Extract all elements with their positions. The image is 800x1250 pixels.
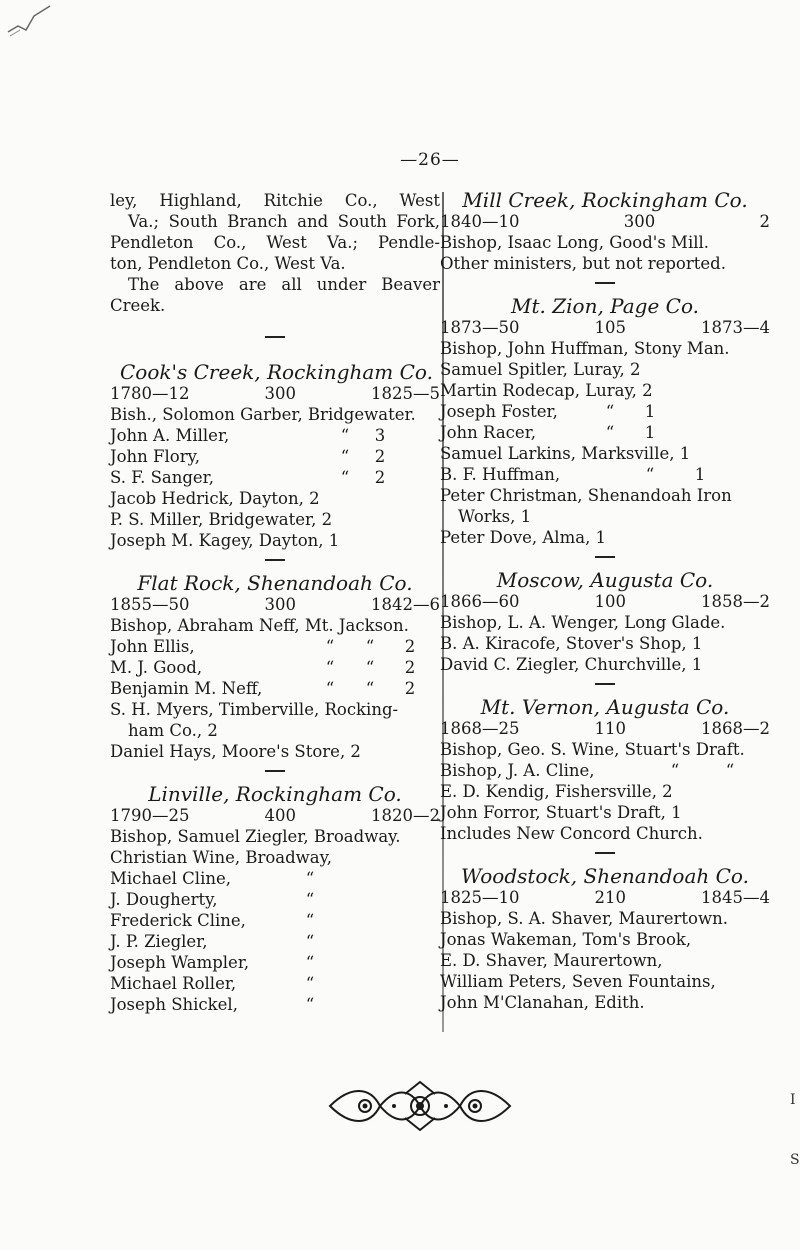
minister-line: Works, 1 — [458, 507, 532, 526]
text-line: ley, Highland, Ritchie Co., West — [110, 191, 440, 210]
minister-row — [110, 889, 440, 910]
text-line: Includes New Concord Church. — [440, 824, 703, 843]
section-heading: Flat Rock, Shenandoah Co. — [137, 571, 413, 595]
bishop-line: Bishop, Isaac Long, Good's Mill. — [440, 233, 710, 252]
pencil-corner-mark-icon — [6, 2, 52, 38]
minister-name: John Ellis, — [110, 637, 195, 656]
minister-row — [110, 910, 440, 931]
minister-number: 2 — [404, 658, 416, 677]
section-stats — [440, 211, 770, 232]
edge-mark: I — [790, 1092, 796, 1108]
minister-row — [110, 446, 440, 467]
minister-line: John M'Clanahan, Edith. — [440, 993, 645, 1012]
minister-number: 3 — [374, 426, 386, 445]
minister-line: David C. Ziegler, Churchville, 1 — [440, 655, 703, 674]
ditto-mark: “ — [305, 890, 315, 909]
ditto-mark: “ — [305, 911, 315, 930]
ditto-mark: “ — [305, 974, 315, 993]
minister-name: Joseph Wampler, — [110, 953, 250, 972]
minister-name: Benjamin M. Neff, — [110, 679, 263, 698]
left-column — [110, 190, 440, 1015]
section-heading: Cook's Creek, Rockingham Co. — [120, 360, 433, 384]
minister-name: Joseph Foster, — [440, 402, 558, 421]
page-edge-marks — [790, 1090, 798, 1220]
stat-organized: 1855—50 — [110, 595, 190, 614]
ditto-mark: “ — [670, 761, 680, 780]
section-stats — [440, 591, 770, 612]
minister-row — [110, 931, 440, 952]
minister-row — [110, 868, 440, 889]
stat-house: 2 — [759, 212, 770, 231]
minister-name: B. F. Huffman, — [440, 465, 561, 484]
stat-house: 1868—2 — [701, 719, 770, 738]
bishop-line: Bishop, John Huffman, Stony Man. — [440, 339, 730, 358]
section-stats — [110, 805, 440, 826]
section-stats — [440, 317, 770, 338]
stat-house: 1845—4 — [701, 888, 770, 907]
minister-name: Michael Cline, — [110, 869, 231, 888]
section-separator — [440, 844, 770, 860]
bishop-line: Bishop, Samuel Ziegler, Broadway. — [110, 827, 401, 846]
stat-house: 1842—6 — [371, 595, 440, 614]
stat-organized: 1790—25 — [110, 806, 190, 825]
minister-line: Jonas Wakeman, Tom's Brook, — [440, 930, 692, 949]
minister-name: Bishop, J. A. Cline, — [440, 761, 595, 780]
text-line: ton, Pendleton Co., West Va. — [110, 254, 346, 273]
minister-name: Frederick Cline, — [110, 911, 246, 930]
stat-house: 1820—2 — [371, 806, 440, 825]
minister-name: John Flory, — [110, 447, 200, 466]
section-separator — [440, 548, 770, 564]
minister-name: J. P. Ziegler, — [110, 932, 208, 951]
ditto-mark: “ — [340, 468, 350, 487]
minister-row — [110, 636, 440, 657]
text-line: The above are all under Beaver — [128, 275, 440, 294]
minister-number: 2 — [374, 468, 386, 487]
minister-name: S. F. Sanger, — [110, 468, 214, 487]
text-line: Other ministers, but not reported. — [440, 254, 726, 273]
minister-row — [440, 401, 770, 422]
bishop-line: Bishop, Geo. S. Wine, Stuart's Draft. — [440, 740, 745, 759]
ditto-mark: “ — [725, 761, 735, 780]
minister-line: Christian Wine, Broadway, — [110, 848, 333, 867]
minister-line: Martin Rodecap, Luray, 2 — [440, 381, 653, 400]
minister-name: M. J. Good, — [110, 658, 203, 677]
section-separator — [110, 762, 440, 778]
minister-line: John Forror, Stuart's Draft, 1 — [440, 803, 682, 822]
minister-row — [110, 657, 440, 678]
ditto-mark: “ — [645, 465, 655, 484]
stat-members: 210 — [594, 888, 626, 907]
stat-organized: 1866—60 — [440, 592, 520, 611]
minister-row — [110, 425, 440, 446]
text-line: Pendleton Co., West Va.; Pendle- — [110, 233, 440, 252]
minister-name: Joseph Shickel, — [110, 995, 238, 1014]
minister-line: Joseph M. Kagey, Dayton, 1 — [110, 531, 340, 550]
minister-line: Samuel Spitler, Luray, 2 — [440, 360, 641, 379]
stat-members: 105 — [594, 318, 626, 337]
section-separator — [110, 328, 440, 344]
right-column — [440, 190, 770, 1013]
section-stats — [110, 594, 440, 615]
minister-name: John A. Miller, — [110, 426, 230, 445]
section-separator — [440, 675, 770, 691]
minister-row — [110, 973, 440, 994]
minister-row — [440, 760, 770, 781]
section-stats — [440, 887, 770, 908]
minister-number: 2 — [404, 679, 416, 698]
edge-mark: S — [790, 1152, 800, 1168]
stat-house: 1858—2 — [701, 592, 770, 611]
ditto-mark: “ — [325, 637, 335, 656]
stat-house: 1825—5 — [371, 384, 440, 403]
minister-line: Peter Christman, Shenandoah Iron — [440, 486, 732, 505]
minister-line: Samuel Larkins, Marksville, 1 — [440, 444, 691, 463]
stat-members: 110 — [594, 719, 626, 738]
minister-number: 1 — [644, 402, 656, 421]
minister-line: Jacob Hedrick, Dayton, 2 — [110, 489, 320, 508]
minister-row — [110, 467, 440, 488]
minister-name: John Racer, — [440, 423, 537, 442]
text-line: Va.; South Branch and South Fork, — [128, 212, 440, 231]
ditto-mark: “ — [365, 637, 375, 656]
ditto-mark: “ — [605, 423, 615, 442]
ditto-mark: “ — [305, 953, 315, 972]
section-separator — [110, 551, 440, 567]
section-heading: Linville, Rockingham Co. — [148, 782, 402, 806]
minister-row — [110, 994, 440, 1015]
minister-line: S. H. Myers, Timberville, Rocking- — [110, 700, 399, 719]
stat-members: 300 — [264, 595, 296, 614]
minister-line: E. D. Shaver, Maurertown, — [440, 951, 663, 970]
minister-row — [110, 678, 440, 699]
section-stats — [440, 718, 770, 739]
minister-line: ham Co., 2 — [128, 721, 218, 740]
stat-members: 300 — [264, 384, 296, 403]
ditto-mark: “ — [340, 447, 350, 466]
minister-line: P. S. Miller, Bridgewater, 2 — [110, 510, 333, 529]
minister-line: William Peters, Seven Fountains, — [440, 972, 716, 991]
bishop-line: Bishop, Abraham Neff, Mt. Jackson. — [110, 616, 409, 635]
ditto-mark: “ — [340, 426, 350, 445]
stat-members: 400 — [264, 806, 296, 825]
stat-organized: 1840—10 — [440, 212, 520, 231]
stat-organized: 1825—10 — [440, 888, 520, 907]
ditto-mark: “ — [325, 679, 335, 698]
minister-line: Peter Dove, Alma, 1 — [440, 528, 607, 547]
ditto-mark: “ — [305, 869, 315, 888]
minister-line: Daniel Hays, Moore's Store, 2 — [110, 742, 361, 761]
section-heading: Moscow, Augusta Co. — [496, 568, 714, 592]
ditto-mark: “ — [305, 932, 315, 951]
section-heading: Woodstock, Shenandoah Co. — [461, 864, 749, 888]
bishop-line: Bishop, S. A. Shaver, Maurertown. — [440, 909, 728, 928]
bishop-line: Bish., Solomon Garber, Bridgewater. — [110, 405, 416, 424]
minister-line: E. D. Kendig, Fishersville, 2 — [440, 782, 673, 801]
minister-number: 2 — [404, 637, 416, 656]
ditto-mark: “ — [365, 658, 375, 677]
page-number: —26— — [400, 150, 460, 170]
minister-line: B. A. Kiracofe, Stover's Shop, 1 — [440, 634, 703, 653]
ditto-mark: “ — [365, 679, 375, 698]
section-stats — [110, 383, 440, 404]
bishop-line: Bishop, L. A. Wenger, Long Glade. — [440, 613, 726, 632]
decorative-scroll-ornament-icon — [320, 1078, 520, 1134]
minister-number: 2 — [374, 447, 386, 466]
ditto-mark: “ — [605, 402, 615, 421]
section-heading: Mt. Zion, Page Co. — [511, 294, 699, 318]
stat-house: 1873—4 — [701, 318, 770, 337]
stat-members: 100 — [594, 592, 626, 611]
minister-row — [110, 952, 440, 973]
minister-row — [440, 464, 770, 485]
minister-row — [440, 422, 770, 443]
section-heading: Mill Creek, Rockingham Co. — [462, 188, 748, 212]
minister-number: 1 — [644, 423, 656, 442]
stat-organized: 1780—12 — [110, 384, 190, 403]
stat-organized: 1873—50 — [440, 318, 520, 337]
ditto-mark: “ — [305, 995, 315, 1014]
minister-name: Michael Roller, — [110, 974, 237, 993]
minister-number: 1 — [694, 465, 706, 484]
section-heading: Mt. Vernon, Augusta Co. — [480, 695, 730, 719]
minister-name: J. Dougherty, — [110, 890, 218, 909]
stat-organized: 1868—25 — [440, 719, 520, 738]
text-line: Creek. — [110, 296, 166, 315]
stat-members: 300 — [623, 212, 656, 231]
section-separator — [440, 274, 770, 290]
ditto-mark: “ — [325, 658, 335, 677]
